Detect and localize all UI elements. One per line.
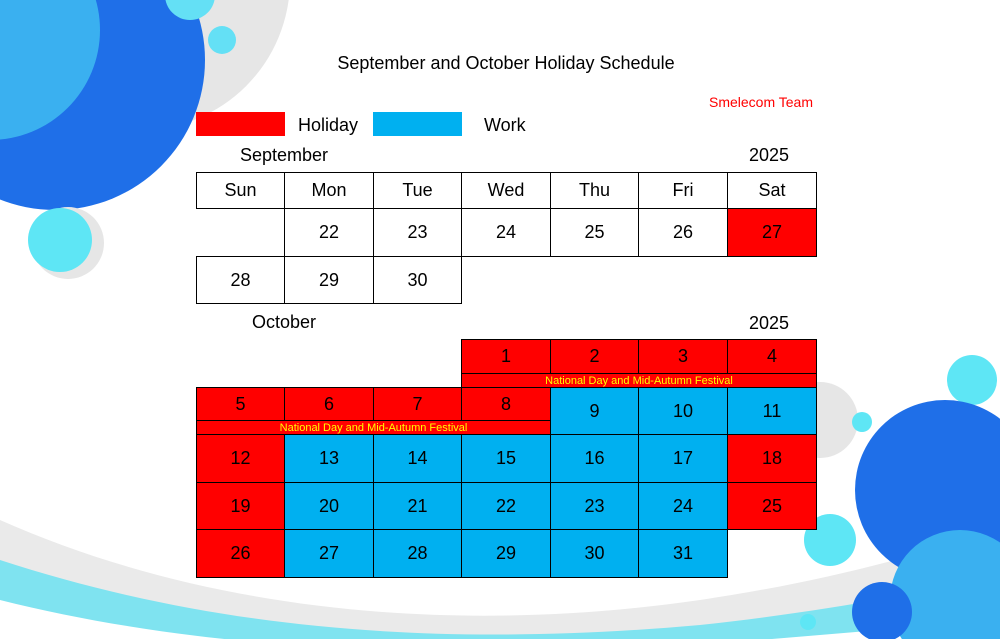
september-day-cell: 22: [284, 208, 374, 257]
september-day-cell: 30: [373, 256, 462, 304]
september-day-cell: 27: [727, 208, 817, 257]
october-day-cell: 20: [284, 482, 374, 530]
team-name: Smelecom Team: [709, 94, 814, 110]
october-day-cell: 22: [461, 482, 551, 530]
october-day-cell: 28: [373, 529, 462, 578]
september-day-cell: 23: [373, 208, 462, 257]
october-day-cell: 11: [727, 387, 817, 435]
weekday-header-fri: Fri: [638, 172, 728, 209]
october-day-cell: 9: [550, 387, 639, 435]
october-day-cell: 12: [196, 434, 285, 483]
october-day-cell: 23: [550, 482, 639, 530]
page-title: September and October Holiday Schedule: [337, 53, 675, 73]
legend-label-work: Work: [484, 115, 526, 135]
september-day-cell: 26: [638, 208, 728, 257]
october-day-cell: 17: [638, 434, 728, 483]
october-day-cell: 13: [284, 434, 374, 483]
september-year-label: 2025: [749, 145, 790, 165]
weekday-header-mon: Mon: [284, 172, 374, 209]
october-day-cell: 21: [373, 482, 462, 530]
october-day-cell: 6: [284, 387, 374, 421]
october-day-cell: 27: [284, 529, 374, 578]
october-day-cell: 19: [196, 482, 285, 530]
weekday-header-sat: Sat: [727, 172, 817, 209]
october-day-cell: 29: [461, 529, 551, 578]
october-day-cell: 15: [461, 434, 551, 483]
october-day-cell: 10: [638, 387, 728, 435]
october-day-cell: 31: [638, 529, 728, 578]
legend-swatch-holiday: [196, 112, 285, 136]
september-day-cell: 24: [461, 208, 551, 257]
october-day-cell: 16: [550, 434, 639, 483]
weekday-header-tue: Tue: [373, 172, 462, 209]
legend-label-holiday: Holiday: [298, 115, 359, 135]
october-day-cell: 26: [196, 529, 285, 578]
september-day-cell: 28: [196, 256, 285, 304]
weekday-header-thu: Thu: [550, 172, 639, 209]
legend-swatch-work: [373, 112, 462, 136]
september-month-label: September: [240, 145, 329, 165]
september-day-cell: 25: [550, 208, 639, 257]
october-day-cell: 25: [727, 482, 817, 530]
september-day-cell: 29: [284, 256, 374, 304]
october-day-cell: 2: [550, 339, 639, 374]
october-day-cell: 8: [461, 387, 551, 421]
october-day-cell: 1: [461, 339, 551, 374]
weekday-header-sun: Sun: [196, 172, 285, 209]
festival-band-week2: National Day and Mid-Autumn Festival: [196, 420, 551, 435]
october-year-label: 2025: [749, 313, 790, 333]
october-day-cell: 3: [638, 339, 728, 374]
october-day-cell: 4: [727, 339, 817, 374]
october-day-cell: 7: [373, 387, 462, 421]
weekday-header-wed: Wed: [461, 172, 551, 209]
october-day-cell: 5: [196, 387, 285, 421]
october-day-cell: 30: [550, 529, 639, 578]
october-day-cell: 18: [727, 434, 817, 483]
october-day-cell: 14: [373, 434, 462, 483]
october-month-label: October: [252, 312, 317, 332]
festival-band-week1: National Day and Mid-Autumn Festival: [461, 373, 817, 388]
october-day-cell: 24: [638, 482, 728, 530]
